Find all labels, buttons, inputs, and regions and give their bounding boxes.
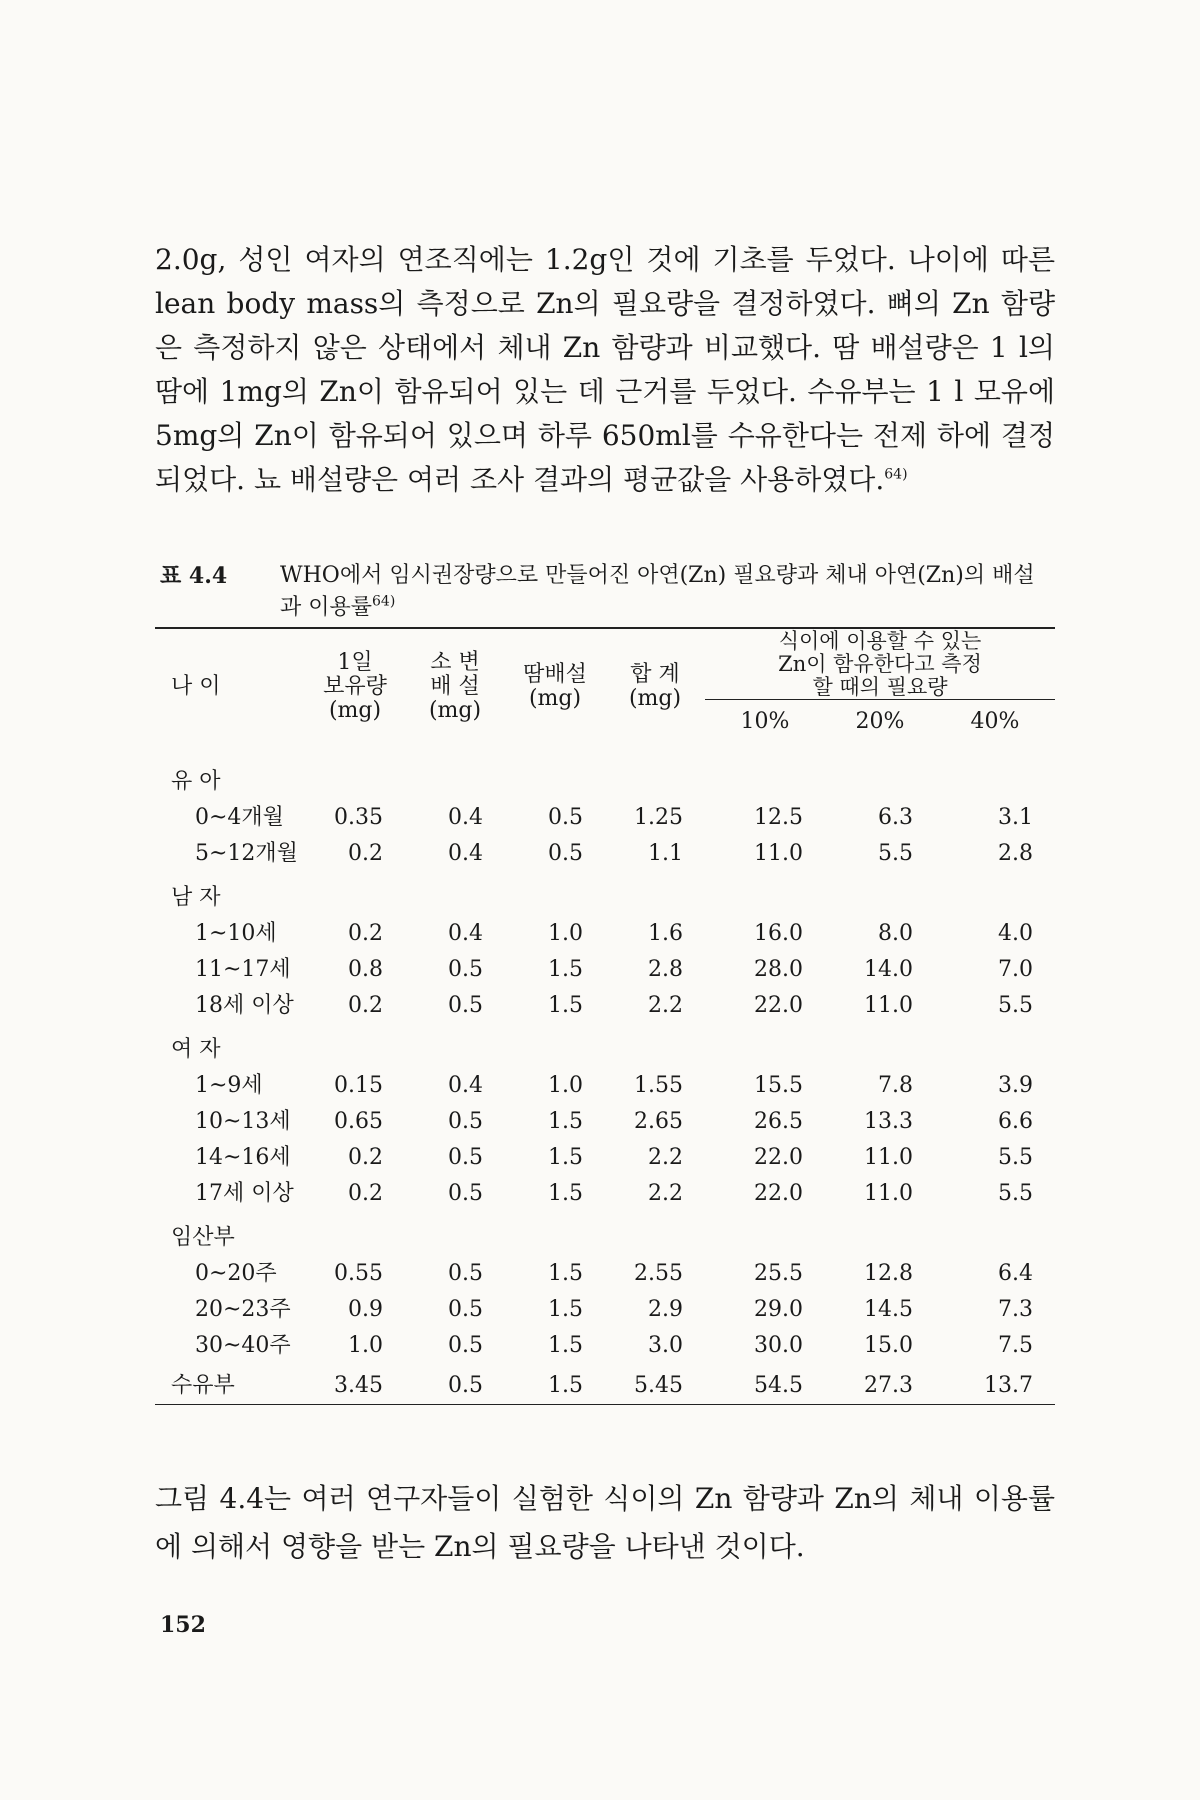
group-label: 수유부 bbox=[171, 1373, 235, 1398]
p40-cell: 7.5 bbox=[998, 1333, 1033, 1358]
age-cell: 0~20주 bbox=[195, 1261, 277, 1286]
table-row bbox=[155, 952, 1055, 988]
p40-cell: 3.9 bbox=[998, 1073, 1033, 1098]
table-caption bbox=[160, 560, 1050, 624]
age-cell: 20~23주 bbox=[195, 1297, 291, 1322]
p10-cell: 22.0 bbox=[754, 1181, 803, 1206]
sweat-cell: 1.5 bbox=[548, 1297, 583, 1322]
p20-cell: 5.5 bbox=[878, 841, 913, 866]
intro-text: 2.0g, 성인 여자의 연조직에는 1.2g인 것에 기초를 두었다. 나이에 따른 lean body mass의 측정으로 Zn의 필요량을 결정하였다. 뼈의 Zn 함량은 측정하지 않은 상태에서 체내 Zn 함량과 비교했다. 땀 배설량은 1 l의 땀에 1mg의 Zn이 함유되어 있는 데 근거를 두었다. 수유부는 1 l 모유에 5mg의 Zn이 함유되어 있으며 하루 650ml를 수유한다는 전제 하에 결정되었다. 뇨 배설량은 여러 조사 결과의 평균값을 사용하였다. bbox=[155, 243, 1055, 496]
milk-cell: 0.15 bbox=[334, 1073, 383, 1098]
urine-cell: 0.4 bbox=[448, 841, 483, 866]
header-urine: 소 변 배 설 (mg) bbox=[428, 649, 482, 723]
table-row bbox=[155, 1328, 1055, 1364]
p20-cell: 13.3 bbox=[864, 1109, 913, 1134]
p20-cell: 11.0 bbox=[864, 1181, 913, 1206]
sweat-cell: 1.0 bbox=[548, 1073, 583, 1098]
table-row bbox=[155, 800, 1055, 836]
milk-cell: 0.9 bbox=[348, 1297, 383, 1322]
urine-cell: 0.5 bbox=[448, 1333, 483, 1358]
table-row bbox=[155, 836, 1055, 872]
p40-cell: 6.4 bbox=[998, 1261, 1033, 1286]
p40-cell: 5.5 bbox=[998, 993, 1033, 1018]
sweat-cell: 1.5 bbox=[548, 1145, 583, 1170]
table-body bbox=[155, 744, 1055, 1404]
p20-cell: 7.8 bbox=[878, 1073, 913, 1098]
total-cell: 3.0 bbox=[648, 1333, 683, 1358]
group-row bbox=[155, 1024, 1055, 1068]
age-cell: 1~10세 bbox=[195, 921, 277, 946]
page-number: 152 bbox=[160, 1612, 206, 1638]
sweat-cell: 0.5 bbox=[548, 805, 583, 830]
p20-cell: 27.3 bbox=[864, 1373, 913, 1398]
header-milk: 1일 보유량 (mg) bbox=[323, 649, 387, 723]
group-label: 여 자 bbox=[171, 1037, 221, 1062]
zinc-table bbox=[155, 627, 1055, 1405]
p20-cell: 15.0 bbox=[864, 1333, 913, 1358]
age-cell: 17세 이상 bbox=[195, 1181, 294, 1206]
header-40pct: 40% bbox=[935, 700, 1055, 745]
p40-cell: 6.6 bbox=[998, 1109, 1033, 1134]
sweat-cell: 1.5 bbox=[548, 1373, 583, 1398]
table-row bbox=[155, 1104, 1055, 1140]
milk-cell: 0.35 bbox=[334, 805, 383, 830]
conclusion-text: 그림 4.4는 여러 연구자들이 실험한 식이의 Zn 함량과 Zn의 체내 이용률에 의해서 영향을 받는 Zn의 필요량을 나타낸 것이다. bbox=[155, 1482, 1055, 1563]
table-row bbox=[155, 1292, 1055, 1328]
p20-cell: 11.0 bbox=[864, 993, 913, 1018]
urine-cell: 0.4 bbox=[448, 805, 483, 830]
p10-cell: 15.5 bbox=[754, 1073, 803, 1098]
table-title: WHO에서 임시권장량으로 만들어진 아연(Zn) 필요량과 체내 아연(Zn)의 배설과 이용률 bbox=[280, 563, 1035, 620]
age-cell: 14~16세 bbox=[195, 1145, 291, 1170]
milk-cell: 1.0 bbox=[348, 1333, 383, 1358]
urine-cell: 0.5 bbox=[448, 957, 483, 982]
total-cell: 2.65 bbox=[634, 1109, 683, 1134]
p20-cell: 11.0 bbox=[864, 1145, 913, 1170]
total-cell: 1.55 bbox=[634, 1073, 683, 1098]
total-cell: 5.45 bbox=[634, 1373, 683, 1398]
age-cell: 11~17세 bbox=[195, 957, 291, 982]
age-cell: 5~12개월 bbox=[195, 841, 298, 866]
p10-cell: 54.5 bbox=[754, 1373, 803, 1398]
sweat-cell: 1.5 bbox=[548, 1181, 583, 1206]
urine-cell: 0.5 bbox=[448, 993, 483, 1018]
p20-cell: 14.5 bbox=[864, 1297, 913, 1322]
p20-cell: 6.3 bbox=[878, 805, 913, 830]
age-cell: 10~13세 bbox=[195, 1109, 291, 1134]
total-cell: 1.25 bbox=[634, 805, 683, 830]
sweat-cell: 1.5 bbox=[548, 993, 583, 1018]
header-sweat: 땀배설 (mg) bbox=[523, 661, 587, 711]
group-label: 임산부 bbox=[171, 1225, 235, 1250]
p10-cell: 11.0 bbox=[754, 841, 803, 866]
sweat-cell: 0.5 bbox=[548, 841, 583, 866]
milk-cell: 0.2 bbox=[348, 993, 383, 1018]
sweat-cell: 1.0 bbox=[548, 921, 583, 946]
p20-cell: 8.0 bbox=[878, 921, 913, 946]
p10-cell: 12.5 bbox=[754, 805, 803, 830]
milk-cell: 0.8 bbox=[348, 957, 383, 982]
milk-cell: 0.65 bbox=[334, 1109, 383, 1134]
p10-cell: 16.0 bbox=[754, 921, 803, 946]
sweat-cell: 1.5 bbox=[548, 957, 583, 982]
conclusion-paragraph bbox=[155, 1475, 1055, 1571]
age-cell: 0~4개월 bbox=[195, 805, 284, 830]
p10-cell: 22.0 bbox=[754, 1145, 803, 1170]
p20-cell: 14.0 bbox=[864, 957, 913, 982]
table-row bbox=[155, 1068, 1055, 1104]
urine-cell: 0.5 bbox=[448, 1145, 483, 1170]
p10-cell: 30.0 bbox=[754, 1333, 803, 1358]
milk-cell: 0.2 bbox=[348, 1181, 383, 1206]
group-row bbox=[155, 744, 1055, 800]
urine-cell: 0.4 bbox=[448, 921, 483, 946]
milk-cell: 0.2 bbox=[348, 1145, 383, 1170]
urine-cell: 0.5 bbox=[448, 1109, 483, 1134]
intro-paragraph bbox=[155, 238, 1055, 502]
total-cell: 2.9 bbox=[648, 1297, 683, 1322]
table-row bbox=[155, 916, 1055, 952]
total-cell: 2.2 bbox=[648, 1181, 683, 1206]
table-row bbox=[155, 988, 1055, 1024]
p40-cell: 7.3 bbox=[998, 1297, 1033, 1322]
table-row bbox=[155, 1140, 1055, 1176]
header-total: 합 계 (mg) bbox=[628, 661, 682, 711]
sweat-cell: 1.5 bbox=[548, 1333, 583, 1358]
p40-cell: 4.0 bbox=[998, 921, 1033, 946]
urine-cell: 0.4 bbox=[448, 1073, 483, 1098]
group-row bbox=[155, 1212, 1055, 1256]
p10-cell: 29.0 bbox=[754, 1297, 803, 1322]
group-label: 남 자 bbox=[171, 885, 221, 910]
total-cell: 2.55 bbox=[634, 1261, 683, 1286]
zinc-requirement-table bbox=[155, 629, 1055, 1404]
table-row bbox=[155, 1256, 1055, 1292]
p40-cell: 5.5 bbox=[998, 1145, 1033, 1170]
milk-cell: 3.45 bbox=[334, 1373, 383, 1398]
urine-cell: 0.5 bbox=[448, 1297, 483, 1322]
table-bottom-rule bbox=[155, 1404, 1055, 1405]
header-10pct: 10% bbox=[705, 700, 825, 745]
p40-cell: 7.0 bbox=[998, 957, 1033, 982]
p40-cell: 13.7 bbox=[984, 1373, 1033, 1398]
p10-cell: 26.5 bbox=[754, 1109, 803, 1134]
p10-cell: 25.5 bbox=[754, 1261, 803, 1286]
p10-cell: 28.0 bbox=[754, 957, 803, 982]
total-cell: 2.8 bbox=[648, 957, 683, 982]
total-cell: 1.6 bbox=[648, 921, 683, 946]
milk-cell: 0.2 bbox=[348, 921, 383, 946]
header-age: 나 이 bbox=[171, 673, 221, 699]
urine-cell: 0.5 bbox=[448, 1261, 483, 1286]
age-cell: 18세 이상 bbox=[195, 993, 294, 1018]
table-row-lactating bbox=[155, 1364, 1055, 1404]
sweat-cell: 1.5 bbox=[548, 1109, 583, 1134]
age-cell: 30~40주 bbox=[195, 1333, 291, 1358]
table-row bbox=[155, 1176, 1055, 1212]
sweat-cell: 1.5 bbox=[548, 1261, 583, 1286]
header-requirement-group: 식이에 이용할 수 있는 Zn이 함유한다고 측정 할 때의 필요량 bbox=[778, 628, 982, 699]
header-20pct: 20% bbox=[825, 700, 935, 745]
total-cell: 2.2 bbox=[648, 993, 683, 1018]
milk-cell: 0.2 bbox=[348, 841, 383, 866]
table-number: 표 4.4 bbox=[160, 563, 228, 589]
p40-cell: 2.8 bbox=[998, 841, 1033, 866]
p20-cell: 12.8 bbox=[864, 1261, 913, 1286]
p10-cell: 22.0 bbox=[754, 993, 803, 1018]
total-cell: 2.2 bbox=[648, 1145, 683, 1170]
intro-reference: 64) bbox=[884, 466, 908, 483]
table-title-reference: 64) bbox=[372, 593, 396, 610]
milk-cell: 0.55 bbox=[334, 1261, 383, 1286]
urine-cell: 0.5 bbox=[448, 1373, 483, 1398]
group-row bbox=[155, 872, 1055, 916]
urine-cell: 0.5 bbox=[448, 1181, 483, 1206]
group-label: 유 아 bbox=[171, 769, 221, 794]
p40-cell: 3.1 bbox=[998, 805, 1033, 830]
p40-cell: 5.5 bbox=[998, 1181, 1033, 1206]
total-cell: 1.1 bbox=[648, 841, 683, 866]
age-cell: 1~9세 bbox=[195, 1073, 263, 1098]
